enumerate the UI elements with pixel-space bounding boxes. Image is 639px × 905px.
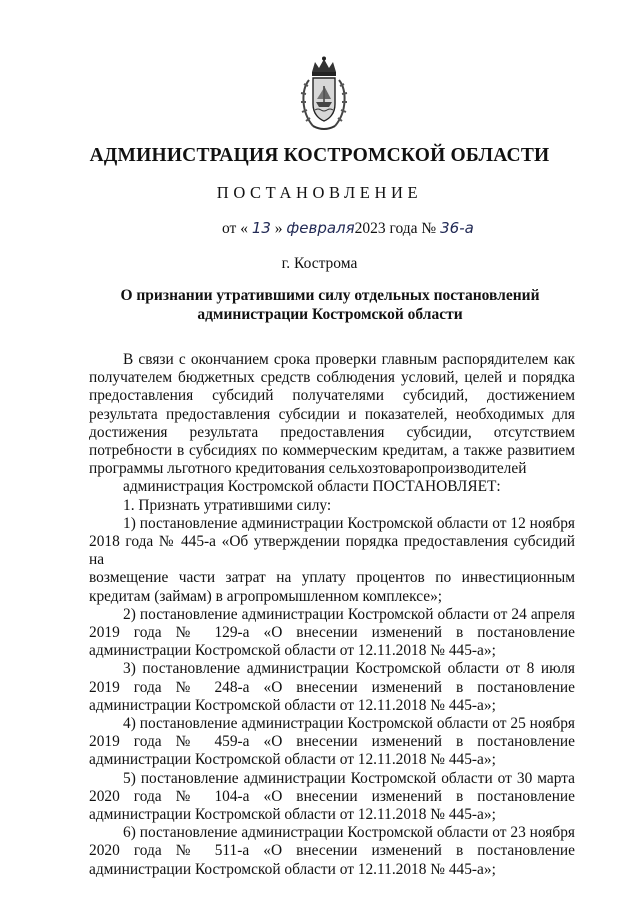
body-line: 2018 года № 445-а «Об утверждении порядка предоставления субсидий на (89, 533, 575, 569)
body-line: администрации Костромской области от 12.11.2018 № 445-а»; (89, 860, 496, 878)
city: г. Кострома (281, 255, 358, 272)
body-line: результата предоставления субсидии и показателей, необходимых для (89, 405, 575, 423)
body-line: 1) постановление администрации Костромской области от 12 ноября (123, 514, 575, 532)
body-line: достижения результата предоставления субсидии, отсутствием (89, 423, 575, 441)
body-line: 2019 года № 248-а «О внесении изменений в постановление (89, 678, 575, 696)
document-number: 36-а (440, 219, 474, 237)
body-line: 6) постановление администрации Костромской области от 23 ноября (123, 824, 575, 842)
body-line: 2019 года № 459-а «О внесении изменений в постановление (89, 733, 575, 751)
body-line: администрации Костромской области от 12.11.2018 № 445-а»; (89, 751, 496, 769)
body-line: администрации Костромской области от 12.11.2018 № 445-а»; (89, 806, 496, 824)
body-line: программы льготного кредитования сельхозтоваропроизводителей (89, 460, 527, 478)
date-month: февраля (286, 219, 355, 237)
subject-line-2: администрации Костромской области (197, 305, 463, 323)
body-line: 5) постановление администрации Костромской области от 30 марта (123, 769, 575, 787)
body-line: В связи с окончанием срока проверки главным распорядителем как (123, 351, 575, 368)
organization-title: АДМИНИСТРАЦИЯ КОСТРОМСКОЙ ОБЛАСТИ (89, 145, 550, 166)
body-line: предоставления субсидий получателями субсидий, достижением (89, 387, 575, 405)
body-line: возмещение части затрат на уплату процентов по инвестиционным (89, 569, 575, 587)
date-prefix: от « (222, 220, 248, 237)
body-line: потребности в субсидиях по коммерческим кредитам, а также развитием (89, 442, 575, 460)
body-line: 1. Признать утратившими силу: (123, 496, 332, 514)
body-line: администрации Костромской области от 12.11.2018 № 445-а»; (89, 642, 496, 660)
date-year-text: 2023 года № (354, 220, 437, 237)
date-number-line (222, 219, 474, 238)
subject-line-1: О признании утратившими силу отдельных постановлений (120, 287, 540, 304)
date-day: 13 (251, 219, 271, 237)
body-line: администрации Костромской области от 12.11.2018 № 445-а»; (89, 696, 496, 714)
body-line: 4) постановление администрации Костромской области от 25 ноября (123, 715, 575, 733)
body-line: 3) постановление администрации Костромской области от 8 июля (123, 660, 575, 678)
body-line: 2020 года № 511-а «О внесении изменений в постановление (89, 842, 575, 860)
document-type: ПОСТАНОВЛЕНИЕ (216, 183, 423, 202)
document-body (89, 351, 575, 879)
body-line: 2020 года № 104-а «О внесении изменений в постановление (89, 787, 575, 805)
body-line: 2019 года № 129-а «О внесении изменений в постановление (89, 624, 575, 642)
coat-of-arms-emblem (299, 56, 349, 136)
document-subject (90, 287, 570, 324)
body-line: администрация Костромской области ПОСТАНОВЛЯЕТ: (123, 478, 501, 496)
body-line: 2) постановление администрации Костромской области от 24 апреля (123, 605, 575, 623)
date-mid: » (274, 220, 283, 237)
body-line: получателем бюджетных средств соблюдения условий, целей и порядка (89, 369, 575, 387)
body-line: кредитам (займам) в агропромышленном комплексе»; (89, 587, 443, 605)
